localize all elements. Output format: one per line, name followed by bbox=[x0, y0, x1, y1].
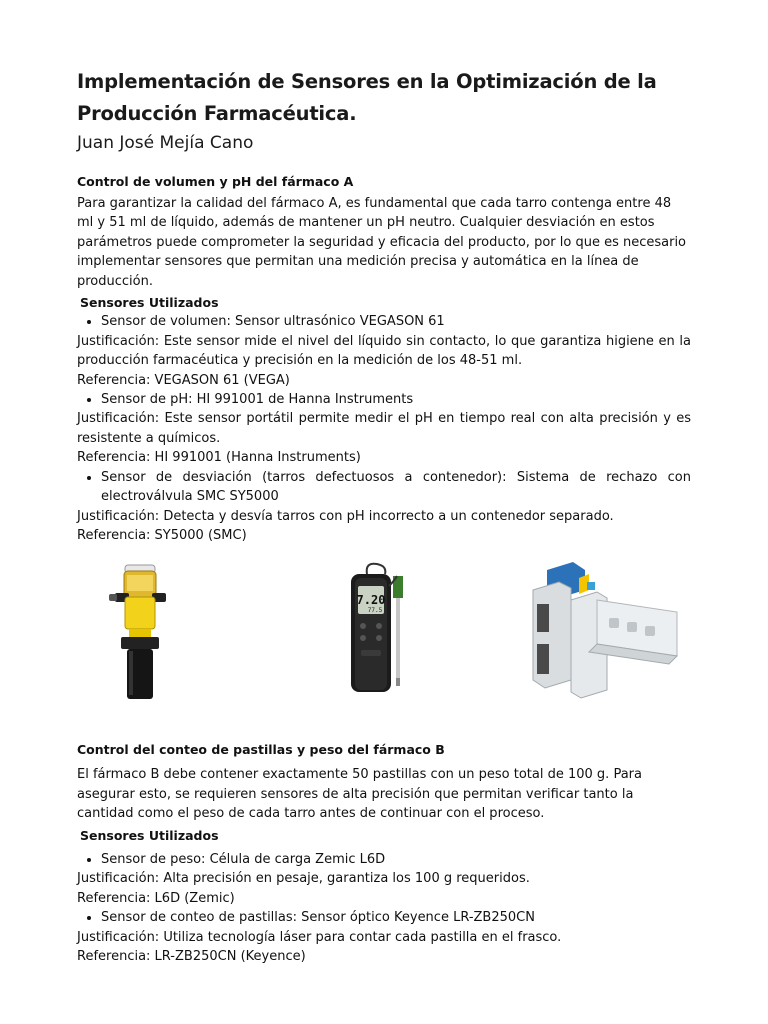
solenoid-valve-image bbox=[527, 560, 697, 705]
sensor-reference: Referencia: LR-ZB250CN (Keyence) bbox=[77, 948, 306, 964]
sensor-list-a-2 bbox=[77, 390, 691, 409]
ultrasonic-sensor-image bbox=[107, 563, 177, 713]
sensor-list-b-2 bbox=[77, 908, 691, 927]
meter-display-sub: 77.5 bbox=[367, 607, 383, 615]
meter-display-reading: 7.20 bbox=[356, 593, 386, 608]
section-b-heading: Control del conteo de pastillas y peso del fármaco B bbox=[77, 742, 445, 758]
sensor-list-a-1 bbox=[77, 312, 691, 331]
author-name: Juan José Mejía Cano bbox=[77, 133, 254, 153]
sensor-images-row bbox=[77, 563, 691, 733]
sensor-list-a-3 bbox=[77, 468, 691, 507]
section-a-sensors-label: Sensores Utilizados bbox=[80, 295, 219, 311]
sensor-bullet: • Sensor de conteo de pastillas: Sensor óptico Keyence LR-ZB250CN bbox=[101, 908, 691, 927]
sensor-justification: Justificación: Utiliza tecnología láser para contar cada pastilla en el frasco. bbox=[77, 929, 562, 945]
document-title: Implementación de Sensores en la Optimización de la Producción Farmacéutica. bbox=[77, 70, 657, 125]
sensor-reference: Referencia: SY5000 (SMC) bbox=[77, 527, 247, 543]
section-b-intro: El fármaco B debe contener exactamente 50 pastillas con un peso total de 100 g. Para asegurar esto, se requieren sensores de alta precisión que permitan verificar tanto la cantidad como el peso de cada tarro antes de continuar con el proceso. bbox=[77, 767, 642, 822]
sensor-bullet: • Sensor de peso: Célula de carga Zemic L6D bbox=[101, 850, 691, 869]
ph-meter-image bbox=[345, 560, 415, 700]
section-b-sensors-label: Sensores Utilizados bbox=[80, 827, 219, 843]
sensor-reference: Referencia: L6D (Zemic) bbox=[77, 890, 235, 906]
sensor-bullet: • Sensor de desviación (tarros defectuosos a contenedor): Sistema de rechazo con electroválvula SMC SY5000 bbox=[101, 468, 691, 507]
sensor-justification: Justificación: Este sensor mide el nivel del líquido sin contacto, lo que garantiza higiene en la producción farmacéutica y precisión en la medición de los 48-51 ml. bbox=[77, 333, 691, 369]
sensor-justification: Justificación: Detecta y desvía tarros con pH incorrecto a un contenedor separado. bbox=[77, 508, 614, 524]
section-a-intro: Para garantizar la calidad del fármaco A, es fundamental que cada tarro contenga entre 48 ml y 51 ml de líquido, además de mantener un pH neutro. Cualquier desviación en estos parámetros puede comprometer la seguridad y eficacia del producto, por lo que es necesario implementar sensores que permitan una medición precisa y automática en la línea de producción. bbox=[77, 196, 687, 289]
document-content bbox=[77, 66, 691, 966]
sensor-bullet: • Sensor de pH: HI 991001 de Hanna Instruments bbox=[101, 390, 691, 409]
sensor-reference: Referencia: HI 991001 (Hanna Instruments) bbox=[77, 450, 361, 466]
sensor-justification: Justificación: Alta precisión en pesaje, garantiza los 100 g requeridos. bbox=[77, 871, 530, 887]
sensor-justification: Justificación: Este sensor portátil permite medir el pH en tiempo real con alta precisión y es resistente a químicos. bbox=[77, 411, 691, 446]
sensor-reference: Referencia: VEGASON 61 (VEGA) bbox=[77, 372, 290, 388]
sensor-bullet: • Sensor de volumen: Sensor ultrasónico VEGASON 61 bbox=[101, 312, 691, 331]
sensor-list-b-1 bbox=[77, 850, 691, 869]
section-a-heading: Control de volumen y pH del fármaco A bbox=[77, 174, 354, 189]
